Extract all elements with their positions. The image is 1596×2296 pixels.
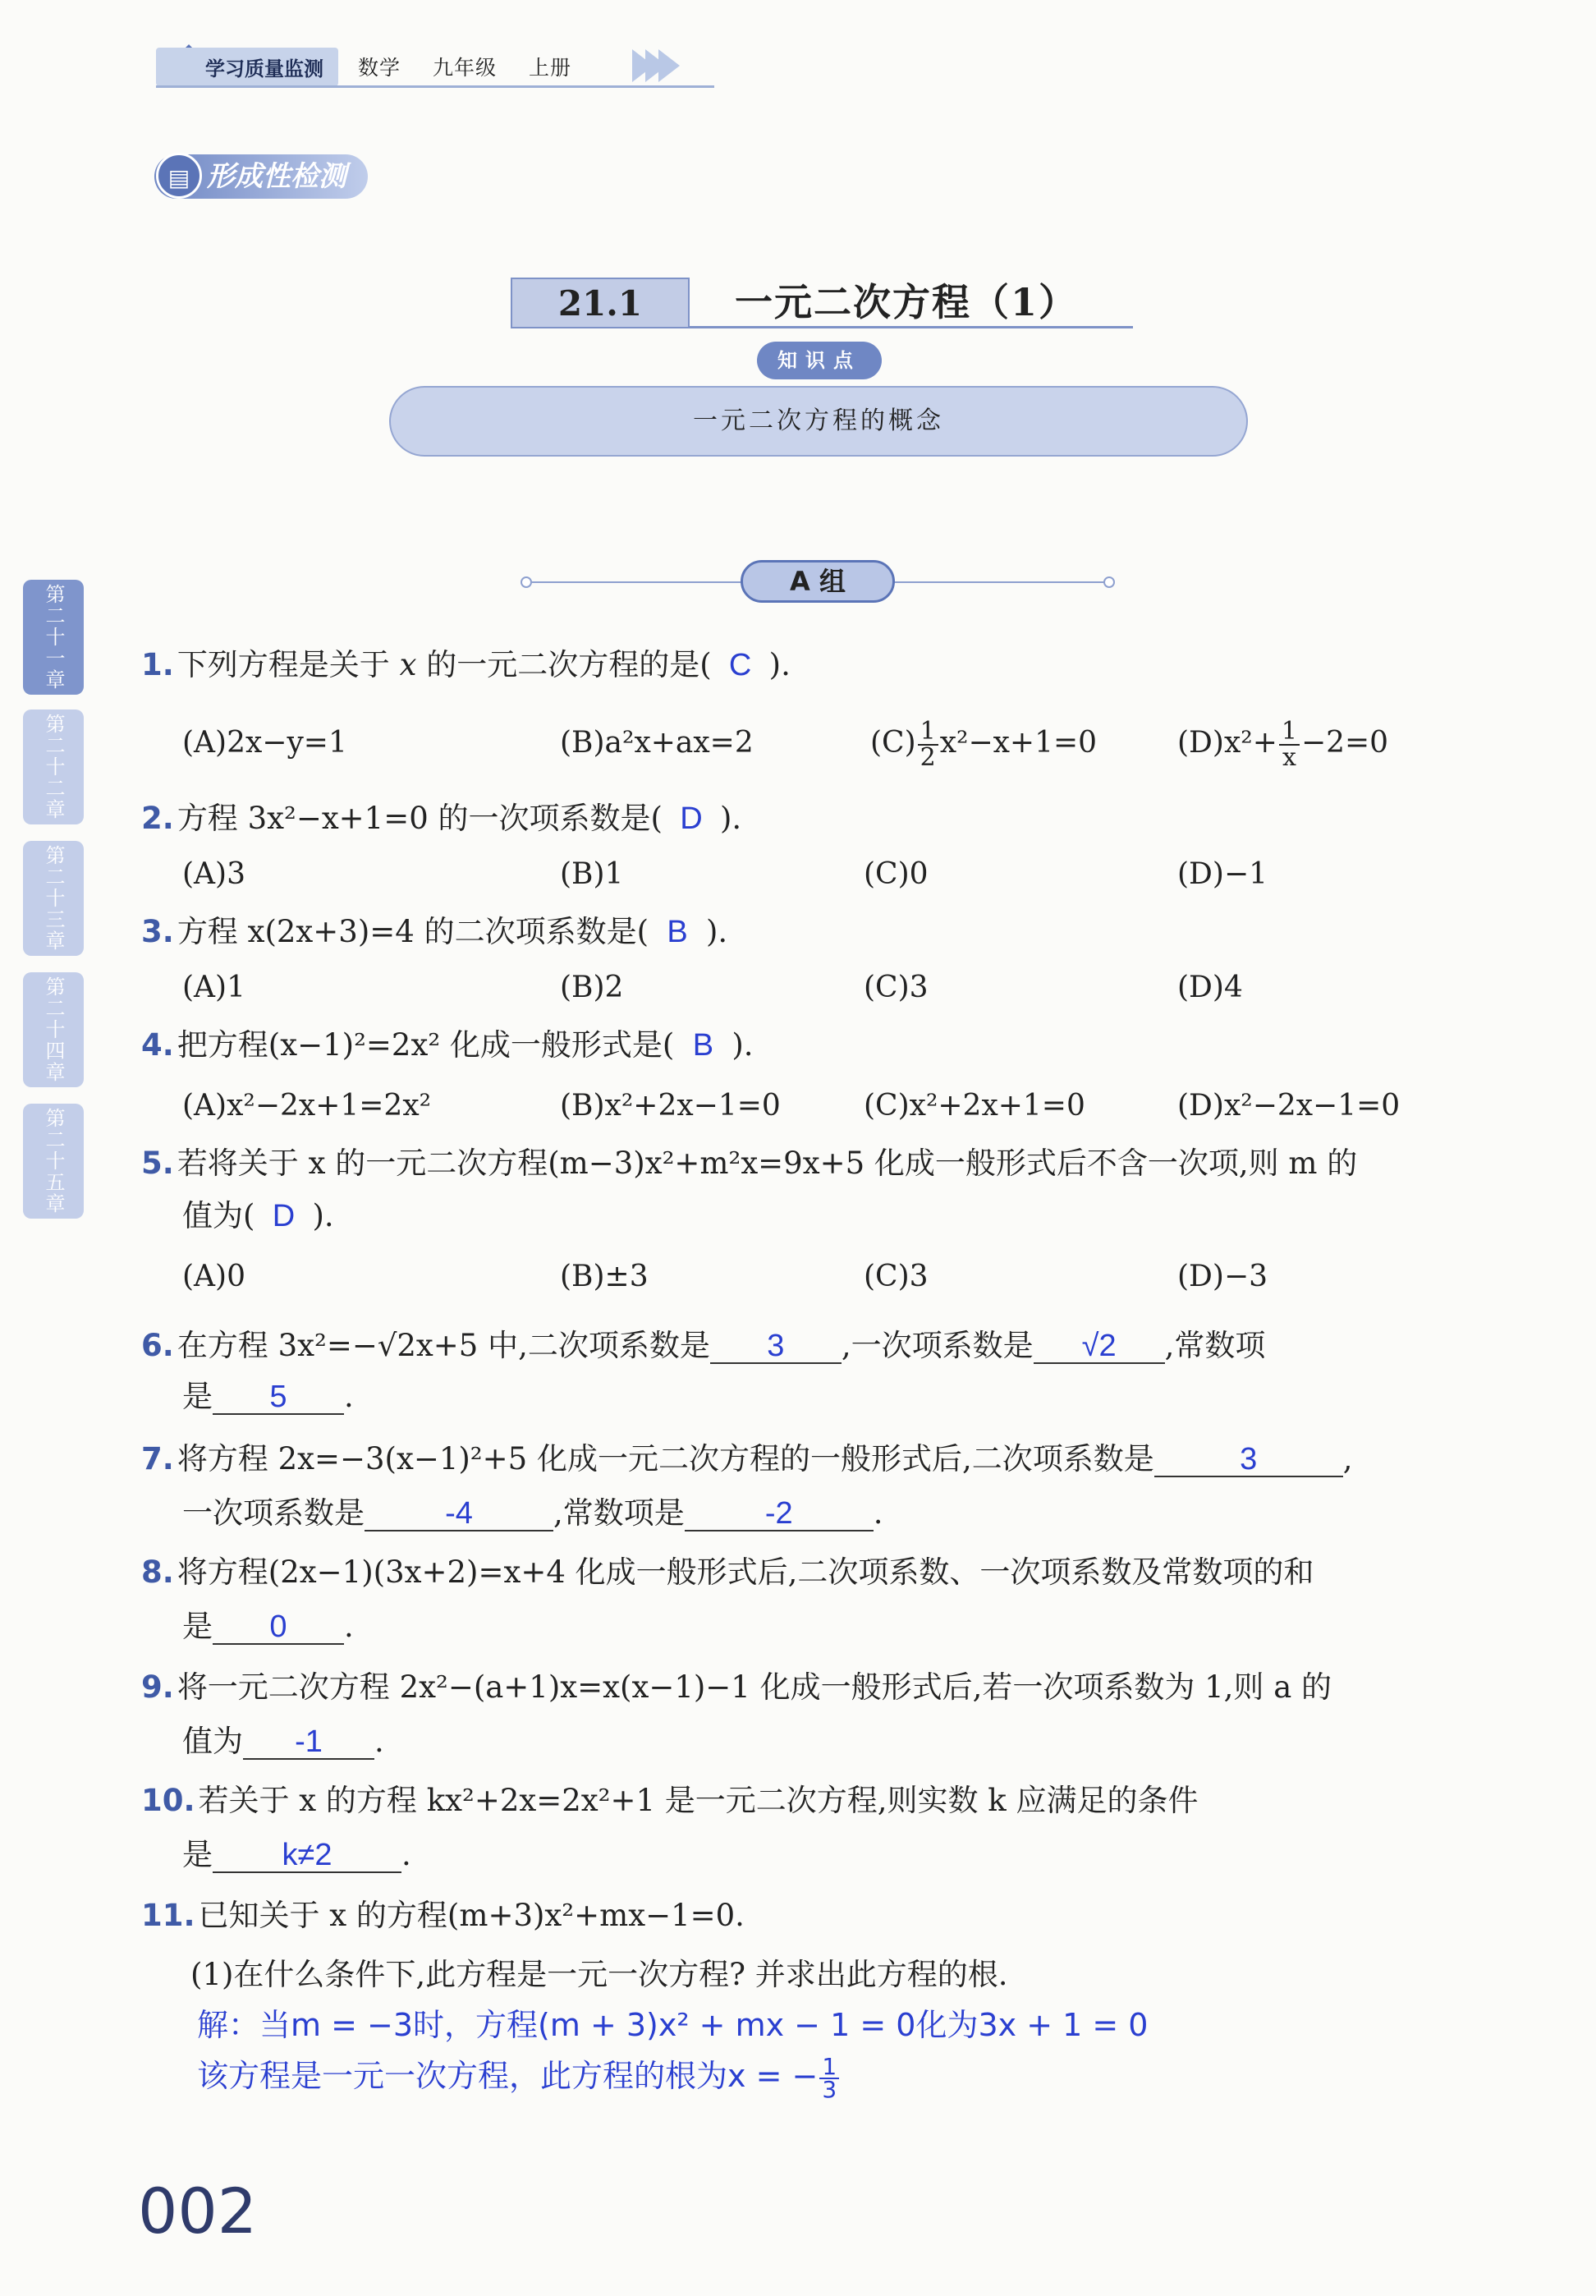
option-b: (B)±3 bbox=[560, 1260, 649, 1293]
divider-dot-right bbox=[1103, 576, 1115, 588]
question-3: 3. 方程 x(2x+3)=4 的二次项系数是( B ). bbox=[141, 908, 1488, 956]
blank-q6-2[interactable]: √2 bbox=[1034, 1329, 1165, 1364]
option-c: (C) $\frac{1}{2}$ x²−x+1=0 bbox=[870, 717, 1098, 772]
option-d: (D)−1 bbox=[1177, 857, 1268, 891]
series-title: 学习质量监测 bbox=[156, 48, 338, 86]
option-a: (A)x²−2x+1=2x² bbox=[182, 1089, 432, 1123]
question-11-part-1: (1)在什么条件下,此方程是一元一次方程? 并求出此方程的根. bbox=[190, 1957, 1008, 1992]
page-header bbox=[156, 48, 596, 85]
chapter-tab-24[interactable]: 第二十四章 bbox=[23, 972, 84, 1087]
solution-line-2[interactable]: 该方程是一元一次方程，此方程的根为x = − $\frac{1}{3}$ bbox=[197, 2053, 841, 2101]
section-underline bbox=[690, 326, 1133, 328]
volume: 上册 bbox=[528, 56, 571, 80]
option-b: (B)2 bbox=[560, 971, 624, 1004]
blank-q6-3[interactable]: 5 bbox=[213, 1380, 344, 1415]
knowledge-point-label: 知识点 bbox=[757, 342, 882, 379]
subject: 数学 bbox=[358, 56, 401, 80]
grade: 九年级 bbox=[432, 56, 497, 80]
question-7: 7. 将方程 2x=−3(x−1)²+5 化成一元二次方程的一般形式后,二次项系数是 3 , bbox=[141, 1441, 1353, 1476]
question-9-cont: 值为 -1 . bbox=[182, 1724, 384, 1759]
question-10-cont: 是 k≠2 . bbox=[182, 1837, 411, 1872]
page-number: 002 bbox=[138, 2174, 258, 2248]
option-c: (C)0 bbox=[864, 857, 929, 891]
blank-q8-1[interactable]: 0 bbox=[213, 1610, 344, 1645]
option-d: (D)4 bbox=[1177, 971, 1243, 1004]
answer-q5[interactable]: D bbox=[272, 1199, 296, 1233]
question-4: 4. 把方程(x−1)²=2x² 化成一般形式是( B ). bbox=[141, 1022, 1488, 1069]
option-b: (B)1 bbox=[560, 857, 624, 891]
answer-q3[interactable]: B bbox=[667, 915, 688, 949]
question-9: 9. 将一元二次方程 2x²−(a+1)x=x(x−1)−1 化成一般形式后,若一次项系数为 1,则 a 的 bbox=[141, 1669, 1332, 1705]
section-number: 21.1 bbox=[511, 278, 690, 328]
question-10: 10. 若关于 x 的方程 kx²+2x=2x²+1 是一元二次方程,则实数 k 应满足的条件 bbox=[141, 1783, 1199, 1818]
question-number: 1. bbox=[141, 647, 174, 682]
question-6: 6. 在方程 3x²=−√2x+5 中,二次项系数是 3 ,一次项系数是 √2 ,常数项 bbox=[141, 1328, 1266, 1363]
question-5: 5. 若将关于 x 的一元二次方程(m−3)x²+m²x=9x+5 化成一般形式后不含一次项,则 m 的 bbox=[141, 1146, 1358, 1181]
option-a: (A)0 bbox=[182, 1260, 245, 1293]
blank-q7-2[interactable]: -4 bbox=[365, 1497, 553, 1531]
chapter-tab-25[interactable]: 第二十五章 bbox=[23, 1104, 84, 1219]
group-label: A 组 bbox=[741, 560, 895, 603]
answer-q2[interactable]: D bbox=[680, 801, 703, 836]
option-d: (D)−3 bbox=[1177, 1260, 1268, 1293]
answer-q1[interactable]: C bbox=[728, 648, 752, 682]
question-7-cont: 一次项系数是 -4 ,常数项是 -2 . bbox=[182, 1495, 883, 1531]
blank-q6-1[interactable]: 3 bbox=[710, 1329, 842, 1364]
option-b: (B)x²+2x−1=0 bbox=[560, 1089, 781, 1123]
formative-test-badge: 形成性检测 bbox=[154, 154, 368, 199]
option-c: (C)3 bbox=[864, 971, 929, 1004]
answer-q4[interactable]: B bbox=[692, 1028, 714, 1063]
chapter-tab-22[interactable]: 第二十二章 bbox=[23, 709, 84, 824]
option-d: (D)x²+ $\frac{1}{x}$ −2=0 bbox=[1177, 717, 1389, 772]
blank-q9-1[interactable]: -1 bbox=[243, 1725, 374, 1760]
question-8: 8. 将方程(2x−1)(3x+2)=x+4 化成一般形式后,二次项系数、一次项系数及常数项的和 bbox=[141, 1554, 1314, 1590]
solution-line-1[interactable]: 解：当m = −3时，方程(m + 3)x² + mx − 1 = 0化为3x + 1 = 0 bbox=[197, 2007, 1149, 2043]
knowledge-point-box: 一元二次方程的概念 bbox=[389, 386, 1248, 457]
option-a: (A)1 bbox=[182, 971, 245, 1004]
header-meta bbox=[358, 52, 596, 81]
header-divider bbox=[156, 85, 714, 88]
document-icon: ▤ bbox=[156, 153, 202, 199]
chapter-tab-21[interactable]: 第二十一章 bbox=[23, 580, 84, 695]
blank-q10-1[interactable]: k≠2 bbox=[213, 1839, 401, 1873]
option-d: (D)x²−2x−1=0 bbox=[1177, 1089, 1401, 1123]
option-c: (C)x²+2x+1=0 bbox=[864, 1089, 1085, 1123]
option-b: (B)a²x+ax=2 bbox=[560, 726, 754, 760]
question-1: 1. 下列方程是关于 x 的一元二次方程的是( C ). bbox=[141, 641, 1488, 689]
question-8-cont: 是 0 . bbox=[182, 1609, 354, 1644]
option-a: (A)3 bbox=[182, 857, 245, 891]
section-title: 一元二次方程（1） bbox=[735, 280, 1079, 324]
chevron-decoration-icon bbox=[632, 49, 672, 85]
option-c: (C)3 bbox=[864, 1260, 929, 1293]
option-a: (A)2x−y=1 bbox=[182, 726, 347, 760]
divider-dot-left bbox=[521, 576, 532, 588]
blank-q7-3[interactable]: -2 bbox=[685, 1497, 874, 1531]
question-6-cont: 是 5 . bbox=[182, 1379, 354, 1414]
question-2: 2. 方程 3x²−x+1=0 的一次项系数是( D ). bbox=[141, 795, 1488, 843]
question-11: 11. 已知关于 x 的方程(m+3)x²+mx−1=0. bbox=[141, 1898, 745, 1933]
blank-q7-1[interactable]: 3 bbox=[1154, 1443, 1343, 1477]
question-5-cont: 值为( D ). bbox=[182, 1192, 1529, 1240]
chapter-tab-23[interactable]: 第二十三章 bbox=[23, 841, 84, 956]
